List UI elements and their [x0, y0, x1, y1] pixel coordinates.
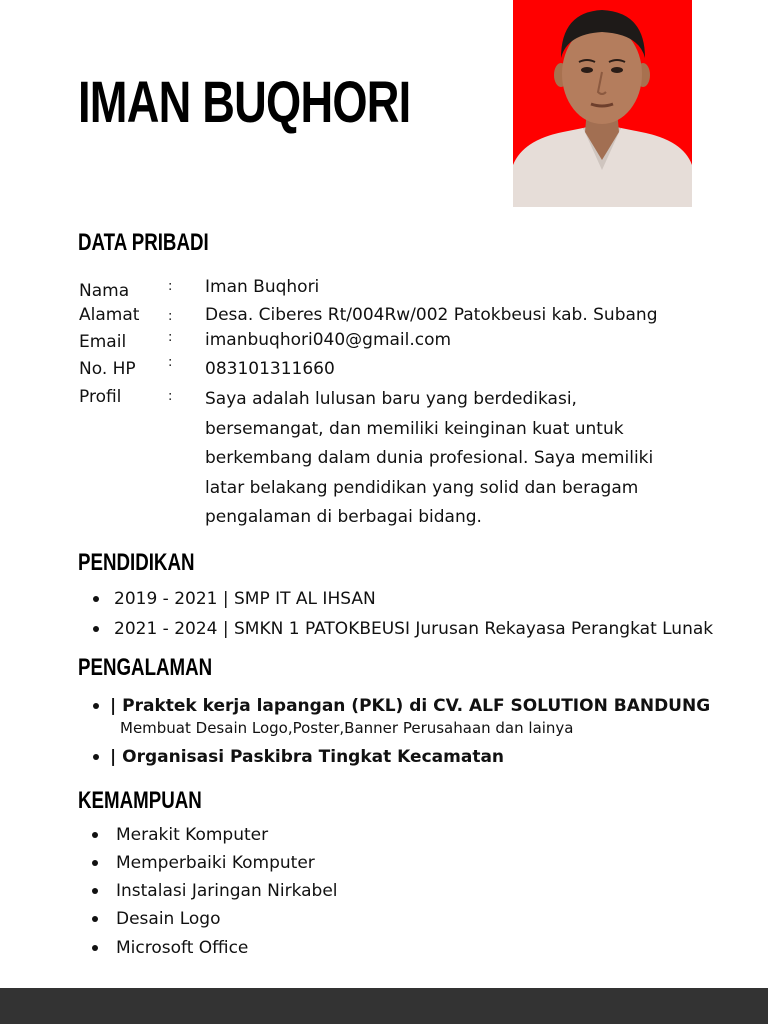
- list-item: [92, 824, 268, 846]
- info-label: Alamat: [79, 305, 140, 325]
- pengalaman-item-title: | Organisasi Paskibra Tingkat Kecamatan: [110, 747, 505, 767]
- bullet-icon: [93, 703, 99, 709]
- info-label: Email: [79, 332, 127, 352]
- info-value-alamat: Desa. Ciberes Rt/004Rw/002 Patokbeusi kab. Subang: [205, 305, 658, 325]
- bullet-icon: [92, 945, 98, 951]
- bullet-icon: [92, 860, 98, 866]
- list-item: [93, 746, 504, 768]
- kemampuan-item-text: Microsoft Office: [116, 938, 249, 958]
- list-item: [92, 852, 315, 874]
- list-item: [93, 588, 376, 610]
- list-item: [93, 695, 710, 717]
- pengalaman-item-description: Membuat Desain Logo,Poster,Banner Perusahaan dan lainya: [120, 719, 574, 737]
- kemampuan-item-text: Instalasi Jaringan Nirkabel: [116, 881, 338, 901]
- section-heading-pendidikan: PENDIDIKAN: [78, 549, 195, 576]
- info-label: No. HP: [79, 359, 136, 379]
- bullet-icon: [92, 916, 98, 922]
- info-label: Profil: [79, 387, 122, 407]
- kemampuan-item-text: Memperbaiki Komputer: [116, 853, 315, 873]
- bullet-icon: [92, 832, 98, 838]
- info-colon: :: [168, 309, 173, 324]
- section-heading-kemampuan: KEMAMPUAN: [78, 787, 202, 814]
- section-heading-data-pribadi: DATA PRIBADI: [78, 229, 209, 256]
- pendidikan-item-text: 2021 - 2024 | SMKN 1 PATOKBEUSI Jurusan Rekayasa Perangkat Lunak: [114, 619, 714, 639]
- info-colon: :: [168, 389, 173, 404]
- bullet-icon: [93, 596, 99, 602]
- bullet-icon: [93, 754, 99, 760]
- info-colon: :: [168, 279, 173, 294]
- kemampuan-item-text: Merakit Komputer: [116, 825, 269, 845]
- bullet-icon: [92, 888, 98, 894]
- profile-photo: [513, 0, 692, 207]
- info-colon: :: [168, 330, 173, 345]
- cv-name-title: IMAN BUQHORI: [78, 70, 411, 135]
- info-value-email: imanbuqhori040@gmail.com: [205, 330, 452, 350]
- list-item: [92, 937, 248, 959]
- kemampuan-item-text: Desain Logo: [116, 909, 221, 929]
- list-item: [92, 908, 221, 930]
- footer-bar: [0, 988, 768, 1024]
- pengalaman-item-title: | Praktek kerja lapangan (PKL) di CV. ALF SOLUTION BANDUNG: [110, 696, 711, 716]
- portrait-illustration: [513, 0, 692, 207]
- info-label: Nama: [79, 281, 130, 301]
- list-item: [93, 618, 713, 640]
- list-item: [92, 880, 338, 902]
- section-heading-pengalaman: PENGALAMAN: [78, 654, 213, 681]
- info-value-nama: Iman Buqhori: [205, 277, 320, 297]
- pendidikan-item-text: 2019 - 2021 | SMP IT AL IHSAN: [114, 589, 376, 609]
- profil-paragraph: Saya adalah lulusan baru yang berdedikasi, bersemangat, dan memiliki keinginan kuat untuk berkembang dalam dunia profesional. Saya memiliki latar belakang pendidikan yang solid dan beragam pengalaman di berbagai bidang.: [205, 389, 654, 527]
- info-value-no-hp: 083101311660: [205, 359, 335, 379]
- info-colon: :: [168, 355, 173, 370]
- bullet-icon: [93, 626, 99, 632]
